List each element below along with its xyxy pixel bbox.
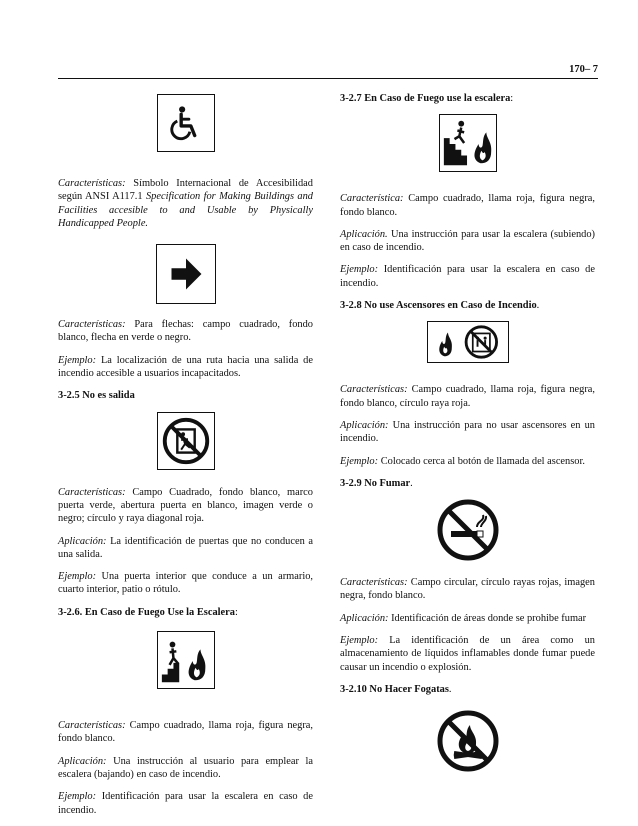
left-column (58, 84, 313, 826)
paragraph: Ejemplo: Identificación para usar la escalera en caso de incendio. (340, 264, 595, 289)
stairs-fire-up-icon (439, 114, 497, 172)
paragraph: Característica: Campo cuadrado, llama roja, figura negra, fondo blanco. (340, 193, 595, 218)
paragraph: Ejemplo: Identificación para usar la escalera en caso de incendio. (58, 791, 313, 816)
paragraph: Aplicación: La identificación de puertas que no conducen a una salida. (58, 535, 313, 560)
page-number: 170– 7 (569, 64, 598, 75)
paragraph: Ejemplo: La identificación de un área como un almacenamiento de líquidos inflamables donde fumar puede causar un incendio o explosión. (340, 635, 595, 673)
right-column (340, 84, 595, 772)
paragraph: Características: Para flechas: campo cuadrado, fondo blanco, flecha en verde o negro. (58, 319, 313, 344)
section-heading: 3-2.6. En Caso de Fuego Use la Escalera: (58, 606, 238, 618)
no-campfire-icon (437, 710, 499, 772)
section-heading: 3-2.8 No use Ascensores en Caso de Incendio. (340, 300, 540, 312)
paragraph: Características: Campo circular, círculo rayas rojas, imagen negra, fondo blanco. (340, 577, 595, 602)
no-smoking-icon (437, 499, 499, 561)
paragraph: Características: Símbolo Internacional de Accesibilidad según ANSI A117.1 Specification for Making Buildings and Facilities accesible to and Usable by Physically Handicapped People. (58, 178, 313, 229)
section-heading: 3-2.7 En Caso de Fuego use la escalera: (340, 93, 514, 104)
paragraph: Aplicación. Una instrucción para usar la escalera (subiendo) en caso de incendio. (340, 228, 595, 254)
section-heading: 3-2.10 No Hacer Fogatas. (340, 683, 452, 695)
paragraph: Características: Campo cuadrado, llama roja, figura negra, fondo blanco. (58, 720, 313, 745)
paragraph: Aplicación: Identificación de áreas donde se prohibe fumar (340, 612, 587, 624)
paragraph: Aplicación: Una instrucción al usuario para emplear la escalera (bajando) en caso de incendio. (58, 755, 313, 780)
paragraph: Ejemplo: Una puerta interior que conduce a un armario, cuarto interior, patio o rótulo. (58, 571, 313, 596)
paragraph: Características: Campo cuadrado, llama roja, figura negra, fondo blanco, círculo raya roja. (340, 384, 595, 409)
section-heading: 3-2.9 No Fumar. (340, 477, 413, 489)
paragraph: Ejemplo: La localización de una ruta hacia una salida de incendio accesible a usuarios incapacitados. (58, 354, 313, 380)
no-elevator-fire-icon (427, 321, 509, 363)
paragraph: Características: Campo Cuadrado, fondo blanco, marco puerta verde, abertura puerta en blanco, imagen verde o negro; círculo y raya diagonal roja. (58, 486, 313, 525)
paragraph: Aplicación: Una instrucción para no usar ascensores en un incendio. (340, 419, 595, 445)
page-header (58, 64, 598, 79)
section-heading: 3-2.5 No es salida (58, 390, 135, 402)
paragraph: Ejemplo: Colocado cerca al botón de llamada del ascensor. (340, 455, 585, 467)
no-exit-icon (157, 412, 215, 470)
arrow-right-icon (156, 244, 216, 304)
wheelchair-icon (157, 94, 215, 152)
stairs-fire-down-icon (157, 631, 215, 689)
